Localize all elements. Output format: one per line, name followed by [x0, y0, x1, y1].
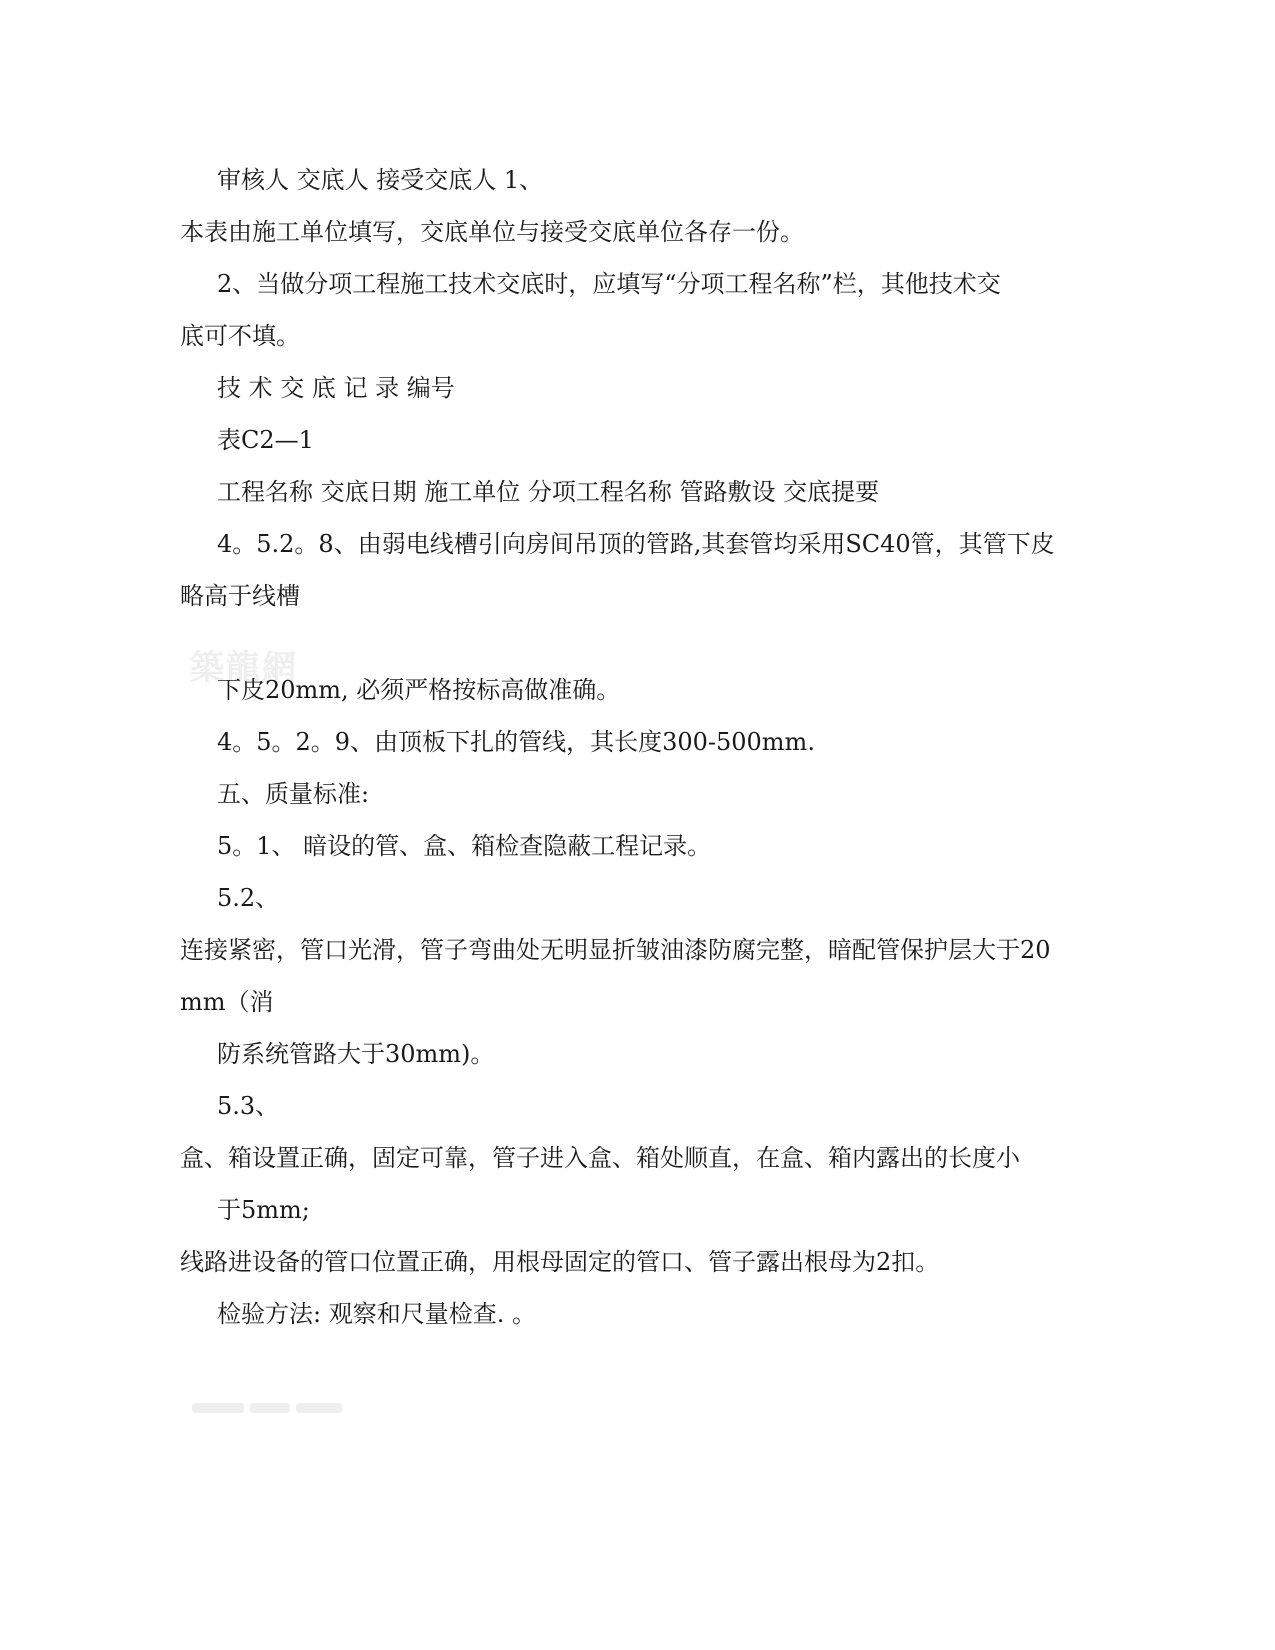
text-line-item-51: 5。1、 暗设的管、盒、箱检查隐蔽工程记录。	[217, 832, 712, 860]
text-line-note-1: 本表由施工单位填写，交底单位与接受交底单位各存一份。	[180, 218, 804, 246]
text-line-item-4529: 4。5。2。9、由顶板下扎的管线，其长度300-500mm.	[217, 728, 815, 756]
text-line-item-52-body: 连接紧密，管口光滑，管子弯曲处无明显折皱油漆防腐完整，暗配管保护层大于20	[180, 936, 1051, 964]
text-line-item-53-cont: 于5mm;	[217, 1196, 310, 1224]
text-line-item-52-end: 防系统管路大于30mm)。	[217, 1040, 495, 1068]
text-line-item-52-cont: mm（消	[180, 988, 274, 1016]
text-line-item-4528-cont: 略高于线槽	[180, 582, 300, 610]
text-line-table-code: 表C2—1	[217, 426, 314, 454]
text-line-record-title: 技 术 交 底 记 录 编号	[217, 374, 455, 402]
text-line-item-53: 5.3、	[217, 1092, 280, 1120]
text-line-note-2: 2、当做分项工程施工技术交底时，应填写“分项工程名称”栏，其他技术交	[217, 270, 1001, 298]
text-line-table-fields: 工程名称 交底日期 施工单位 分项工程名称 管路敷设 交底提要	[217, 478, 880, 506]
text-line-item-4528: 4。5.2。8、由弱电线槽引向房间吊顶的管路,其套管均采用SC40管，其管下皮	[217, 530, 1055, 558]
text-line-item-4528-end: 下皮20mm, 必须严格按标高做准确。	[217, 676, 621, 704]
text-line-signers: 审核人 交底人 接受交底人 1、	[217, 166, 544, 194]
text-line-item-53-end: 线路进设备的管口位置正确，用根母固定的管口、管子露出根母为2扣。	[180, 1248, 940, 1276]
text-line-item-53-body: 盒、箱设置正确，固定可靠，管子进入盒、箱处顺直，在盒、箱内露出的长度小	[180, 1144, 1020, 1172]
faint-watermark-logo: 築龍網	[190, 648, 298, 688]
text-line-item-52: 5.2、	[217, 884, 280, 912]
faint-watermark-url	[192, 1398, 352, 1414]
text-line-section-5-heading: 五、质量标准:	[217, 780, 370, 808]
text-line-inspection-method: 检验方法: 观察和尺量检查. 。	[217, 1300, 536, 1328]
text-line-note-2-cont: 底可不填。	[180, 322, 300, 350]
